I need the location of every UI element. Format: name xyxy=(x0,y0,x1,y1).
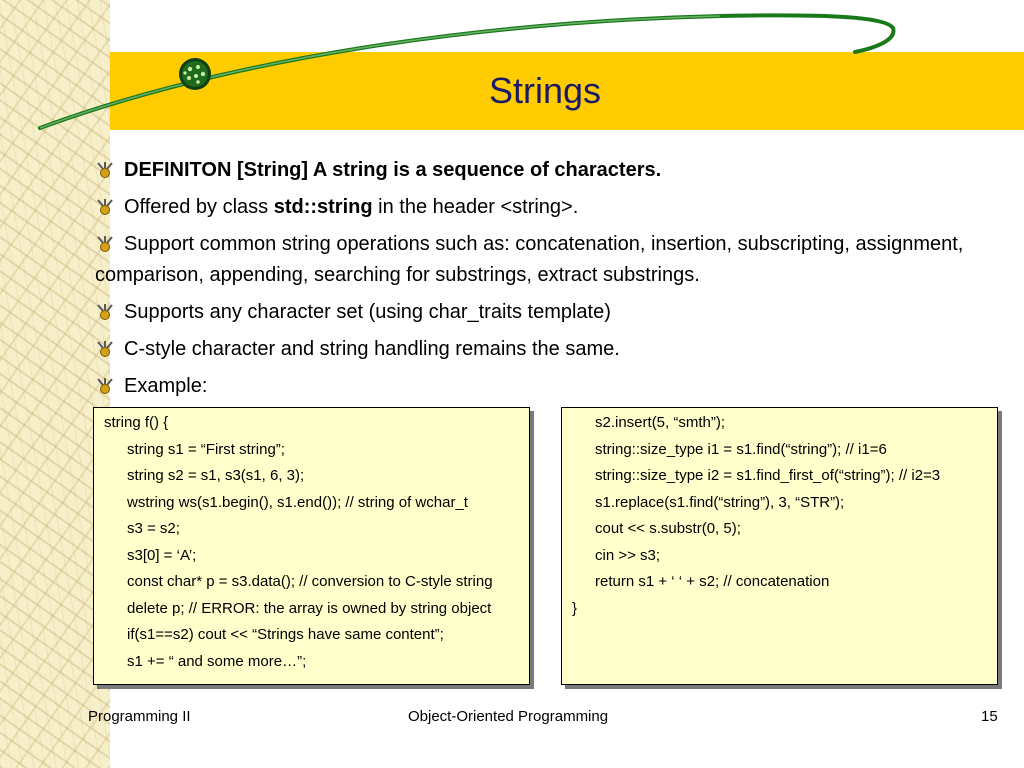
bullet-text: Offered by class xyxy=(124,196,274,218)
bullet-item xyxy=(95,334,1000,365)
starburst-bullet-icon xyxy=(95,162,115,178)
code-line: string::size_type i2 = s1.find_first_of(“string”); // i2=3 xyxy=(595,467,941,484)
bullet-item xyxy=(65,229,1000,291)
page-number: 15 xyxy=(981,708,998,725)
bullet-item xyxy=(95,192,1000,223)
code-line: delete p; // ERROR: the array is owned by string object xyxy=(127,599,492,617)
code-line: string::size_type i1 = s1.find(“string”); // i1=6 xyxy=(595,440,887,458)
code-line: string s1 = “First string”; xyxy=(127,440,285,458)
bullet-item xyxy=(95,297,1000,328)
code-line: if(s1==s2) cout << “Strings have same content”; xyxy=(127,626,444,643)
bullet-text: Example: xyxy=(124,375,208,397)
class-name: std::string xyxy=(273,196,373,218)
code-line: wstring ws(s1.begin(), s1.end()); // string of wchar_t xyxy=(127,493,468,511)
bullet-text: C-style character and string handling remains the same. xyxy=(124,338,620,360)
bullet-item xyxy=(95,371,1000,402)
code-line: } xyxy=(572,599,578,617)
starburst-bullet-icon xyxy=(95,341,115,357)
code-line: return s1 + ‘ ‘ + s2; // concatenation xyxy=(595,573,830,590)
code-line: string f() { xyxy=(104,414,169,431)
slide-title: Strings xyxy=(488,70,602,111)
bullet-item xyxy=(95,155,1000,186)
starburst-bullet-icon xyxy=(95,236,115,252)
footer-course: Programming II xyxy=(88,708,191,725)
code-example-left xyxy=(93,407,530,685)
code-line: cin >> s3; xyxy=(595,546,661,564)
code-line: const char* p = s3.data(); // conversion to C-style string xyxy=(127,573,493,590)
code-line: string s2 = s1, s3(s1, 6, 3); xyxy=(127,467,305,484)
code-example-right xyxy=(561,407,998,685)
code-line: s1 += “ and some more…”; xyxy=(127,652,307,670)
bullet-text: DEFINITON [String] A string is a sequence of characters. xyxy=(124,159,662,181)
bullet-text: Supports any character set (using char_traits template) xyxy=(124,301,611,323)
code-line: cout << s.substr(0, 5); xyxy=(595,520,741,537)
starburst-bullet-icon xyxy=(95,199,115,215)
code-line: s3[0] = ‘A’; xyxy=(127,546,197,564)
bullet-text: Support common string operations such as: concatenation, insertion, subscripting, assignment, comparison, appending, searching for substrings, extract substrings. xyxy=(95,233,964,286)
bullet-text: in the header <string>. xyxy=(372,196,579,218)
code-line: s2.insert(5, “smth”); xyxy=(595,414,726,431)
starburst-bullet-icon xyxy=(95,304,115,320)
code-line: s1.replace(s1.find(“string”), 3, “STR”); xyxy=(595,493,845,511)
code-line: s3 = s2; xyxy=(127,520,180,537)
bullet-list xyxy=(95,155,1000,408)
footer-topic: Object-Oriented Programming xyxy=(408,708,609,725)
starburst-bullet-icon xyxy=(95,378,115,394)
